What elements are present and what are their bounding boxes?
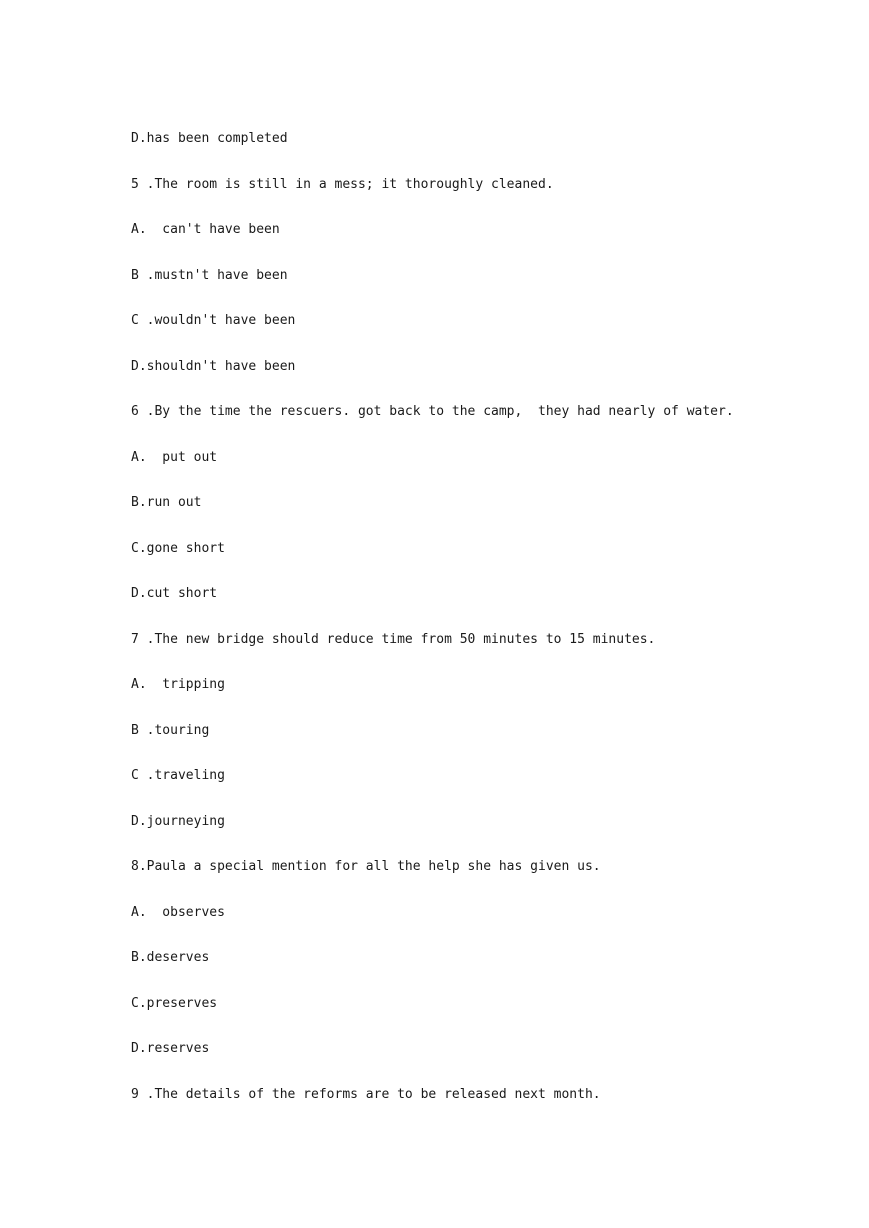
- question-9: 9 .The details of the reforms are to be released next month.: [131, 1087, 601, 1102]
- answer-option-6b: B.run out: [131, 495, 202, 510]
- answer-option-5c: C .wouldn't have been: [131, 313, 296, 328]
- answer-option-5d: D.shouldn't have been: [131, 359, 296, 374]
- answer-option-5a: A. can't have been: [131, 222, 280, 237]
- answer-option-6a: A. put out: [131, 450, 218, 465]
- answer-option-8a: A. observes: [131, 905, 225, 920]
- question-8: 8.Paula a special mention for all the help she has given us.: [131, 859, 601, 874]
- question-7: 7 .The new bridge should reduce time from 50 minutes to 15 minutes.: [131, 632, 656, 647]
- answer-option-7d: D.journeying: [131, 814, 225, 829]
- answer-option-8b: B.deserves: [131, 950, 210, 965]
- answer-option-6d: D.cut short: [131, 586, 218, 601]
- answer-option-8c: C.preserves: [131, 996, 218, 1011]
- answer-option-8d: D.reserves: [131, 1041, 210, 1056]
- answer-option-4d: D.has been completed: [131, 131, 288, 146]
- answer-option-6c: C.gone short: [131, 541, 225, 556]
- question-6: 6 .By the time the rescuers. got back to the camp, they had nearly of water.: [131, 404, 734, 419]
- answer-option-5b: B .mustn't have been: [131, 268, 288, 283]
- answer-option-7c: C .traveling: [131, 768, 225, 783]
- answer-option-7b: B .touring: [131, 723, 210, 738]
- question-5: 5 .The room is still in a mess; it thoroughly cleaned.: [131, 177, 554, 192]
- answer-option-7a: A. tripping: [131, 677, 225, 692]
